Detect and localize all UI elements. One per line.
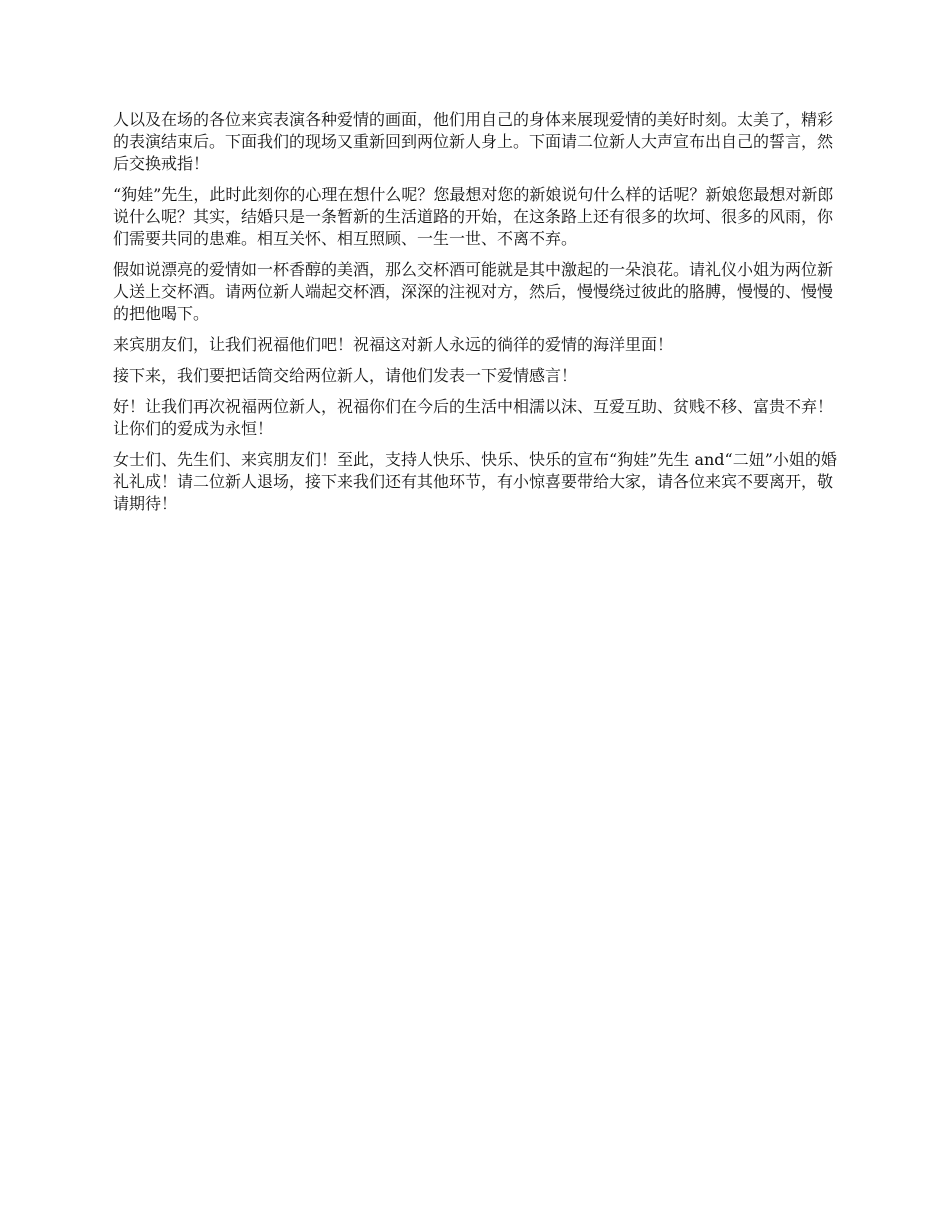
paragraph-closing: 女士们、先生们、来宾朋友们！至此，支持人快乐、快乐、快乐的宣布“狗娃”先生 and“二妞”小姐的婚礼礼成！请二位新人退场，接下来我们还有其他环节，有小惊喜要带给大家，请各位来宾不要离开，敬请期待！ (113, 450, 837, 513)
paragraph-vows: 人以及在场的各位来宾表演各种爱情的画面，他们用自己的身体来展现爱情的美好时刻。太美了，精彩的表演结束后。下面我们的现场又重新回到两位新人身上。下面请二位新人大声宣布出自己的誓言，然后交换戒指！ (113, 110, 834, 173)
paragraph-wishes: 好！让我们再次祝福两位新人，祝福你们在今后的生活中相濡以沫、互爱互助、贫贱不移、富贵不弃！让你们的爱成为永恒！ (113, 397, 834, 438)
paragraph-groom-question: “狗娃”先生，此时此刻你的心理在想什么呢？您最想对您的新娘说句什么样的话呢？新娘您最想对新郎说什么呢？其实，结婚只是一条暂新的生活道路的开始，在这条路上还有很多的坎坷、很多的风雨，你们需要共同的患难。相互关怀、相互照顾、一生一世、不离不弃。 (113, 185, 834, 248)
document-body (113, 109, 839, 524)
paragraph-blessing: 来宾朋友们，让我们祝福他们吧！祝福这对新人永远的徜徉的爱情的海洋里面！ (113, 335, 674, 354)
paragraph-toast-wine: 假如说漂亮的爱情如一杯香醇的美酒，那么交杯酒可能就是其中激起的一朵浪花。请礼仪小姐为两位新人送上交杯酒。请两位新人端起交杯酒，深深的注视对方，然后，慢慢绕过彼此的胳膊，慢慢的、慢慢的把他喝下。 (113, 260, 834, 323)
paragraph-microphone: 接下来，我们要把话筒交给两位新人，请他们发表一下爱情感言！ (113, 366, 578, 385)
